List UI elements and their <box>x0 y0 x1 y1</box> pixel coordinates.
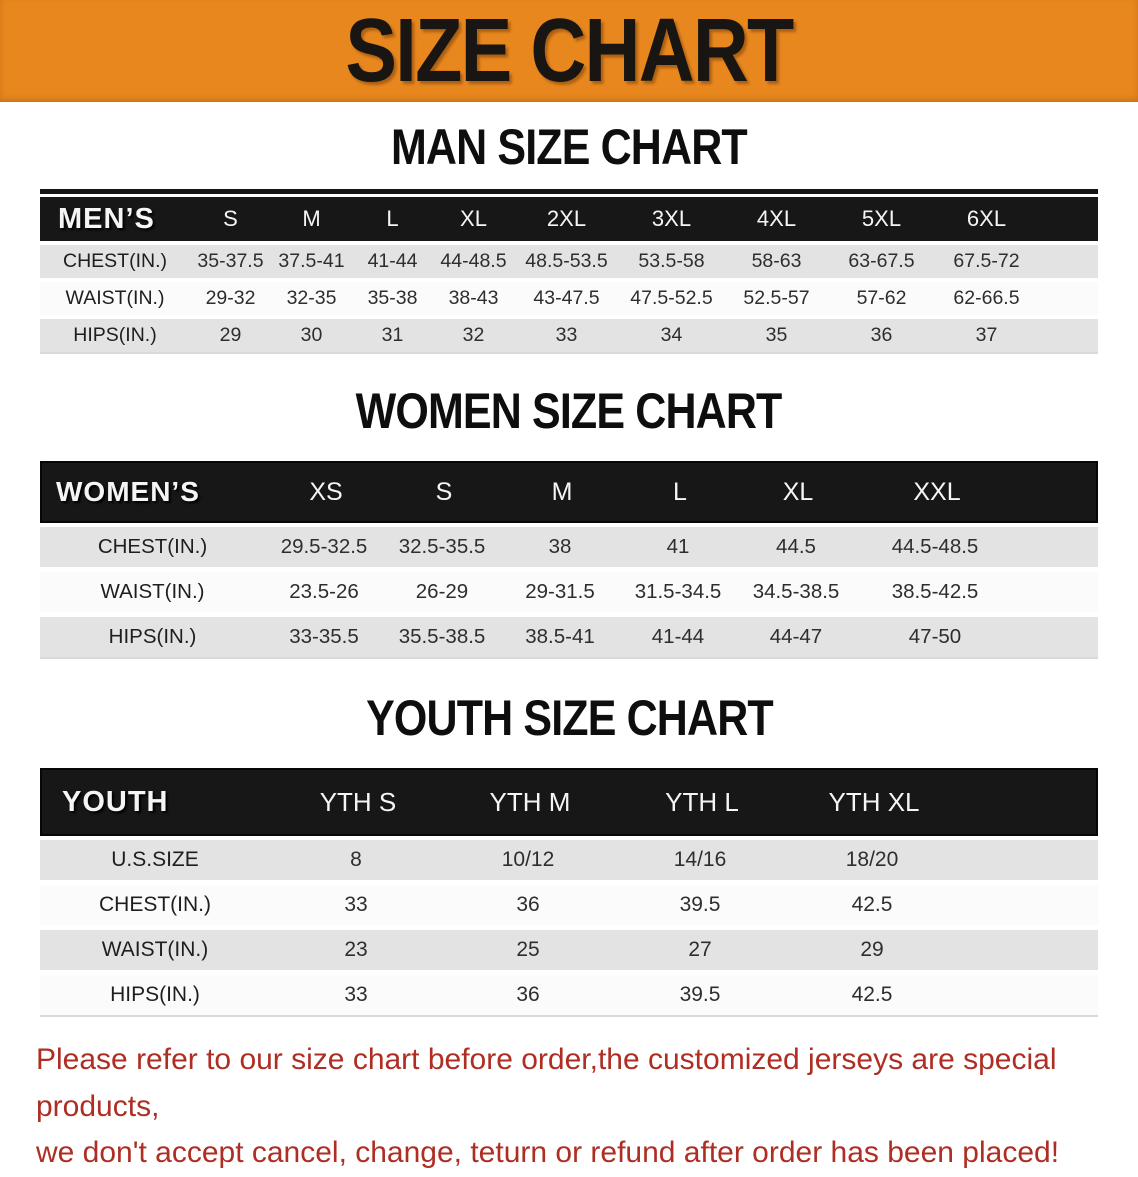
table-cell: 30 <box>300 324 323 346</box>
womens-size-table <box>40 461 1098 659</box>
table-cell: 33 <box>344 893 368 916</box>
table-row <box>40 885 1098 925</box>
column-header: XL <box>460 206 487 231</box>
table-cell: 47.5-52.5 <box>630 287 713 309</box>
table-cell: 37 <box>975 324 998 346</box>
disclaimer <box>0 1037 1138 1177</box>
disclaimer-line-1: Please refer to our size chart before order,the customized jerseys are special products, <box>36 1043 1057 1123</box>
column-header: 4XL <box>756 206 797 231</box>
women-section-heading <box>0 384 1138 439</box>
table-corner-label: WOMEN’S <box>56 476 200 507</box>
row-label: HIPS(IN.) <box>110 983 200 1006</box>
table-cell: 29-32 <box>205 287 256 309</box>
table-cell: 53.5-58 <box>638 250 705 272</box>
table-cell: 29-31.5 <box>525 580 595 603</box>
man-section-heading-text: MAN SIZE CHART <box>391 119 747 175</box>
table-cell: 29.5-32.5 <box>280 535 368 558</box>
table-cell: 34.5-38.5 <box>752 580 840 603</box>
table-cell: 58-63 <box>751 250 802 272</box>
table-cell: 33 <box>555 324 578 346</box>
table-cell: 32.5-35.5 <box>398 535 486 558</box>
table-cell: 44.5 <box>776 535 816 558</box>
column-header: M <box>302 206 321 231</box>
column-header: 6XL <box>966 206 1007 231</box>
banner <box>0 0 1138 102</box>
table-header-row <box>40 197 1098 241</box>
table-corner-label: MEN’S <box>58 202 155 235</box>
table-cell: 8 <box>350 848 362 871</box>
table-cell: 33 <box>344 983 368 1006</box>
table-corner-label: YOUTH <box>62 785 169 818</box>
table-header-row <box>40 461 1098 523</box>
banner-title: SIZE CHART <box>345 1 793 101</box>
column-header: XXL <box>913 477 961 506</box>
column-header: 3XL <box>651 206 692 231</box>
table-row <box>40 319 1098 354</box>
youth-size-section <box>0 691 1138 1017</box>
youth-section-heading-text: YOUTH SIZE CHART <box>365 690 773 746</box>
table-cell: 38.5-42.5 <box>891 580 979 603</box>
table-cell: 23 <box>344 938 368 961</box>
table-row <box>40 975 1098 1017</box>
column-header: 5XL <box>861 206 902 231</box>
man-section-heading <box>0 120 1138 175</box>
table-cell: 47-50 <box>908 625 962 648</box>
table-cell: 31 <box>381 324 404 346</box>
table-cell: 57-62 <box>856 287 907 309</box>
table-cell: 42.5 <box>851 983 893 1006</box>
column-header: S <box>223 206 238 231</box>
table-cell: 48.5-53.5 <box>525 250 608 272</box>
column-header: YTH S <box>319 786 397 817</box>
table-cell: 29 <box>860 938 884 961</box>
row-label: WAIST(IN.) <box>65 287 165 309</box>
women-section-heading-text: WOMEN SIZE CHART <box>356 383 782 439</box>
table-cell: 43-47.5 <box>533 287 600 309</box>
table-cell: 23.5-26 <box>289 580 359 603</box>
column-header: YTH L <box>665 786 739 817</box>
row-label: CHEST(IN.) <box>97 535 208 558</box>
table-cell: 32-35 <box>286 287 337 309</box>
table-header-row <box>40 768 1098 836</box>
row-label: CHEST(IN.) <box>63 250 167 272</box>
column-header: YTH M <box>489 786 571 817</box>
table-cell: 36 <box>516 983 540 1006</box>
table-cell: 63-67.5 <box>848 250 915 272</box>
table-cell: 39.5 <box>679 893 721 916</box>
table-row <box>40 527 1098 567</box>
table-cell: 25 <box>516 938 540 961</box>
table-row <box>40 572 1098 612</box>
table-cell: 26-29 <box>415 580 469 603</box>
table-cell: 32 <box>462 324 485 346</box>
mens-table-top-border <box>40 189 1098 194</box>
column-header: XS <box>309 477 343 506</box>
column-header: YTH XL <box>828 786 920 817</box>
mens-size-table <box>40 197 1098 354</box>
table-row <box>40 617 1098 659</box>
table-row <box>40 245 1098 278</box>
table-cell: 42.5 <box>851 893 893 916</box>
table-cell: 35-37.5 <box>197 250 264 272</box>
table-cell: 44-47 <box>769 625 823 648</box>
table-cell: 36 <box>516 893 540 916</box>
table-cell: 10/12 <box>501 848 555 871</box>
row-label: CHEST(IN.) <box>99 893 211 916</box>
table-cell: 67.5-72 <box>953 250 1020 272</box>
column-header: L <box>386 206 399 231</box>
row-label: WAIST(IN.) <box>101 938 209 961</box>
table-cell: 33-35.5 <box>289 625 359 648</box>
column-header: M <box>551 477 573 506</box>
table-cell: 27 <box>688 938 712 961</box>
table-cell: 62-66.5 <box>953 287 1020 309</box>
youth-section-heading <box>0 691 1138 746</box>
row-label: WAIST(IN.) <box>100 580 205 603</box>
disclaimer-line-2: we don't accept cancel, change, teturn or refund after order has been placed! <box>36 1136 1060 1169</box>
column-header: 2XL <box>546 206 587 231</box>
table-cell: 31.5-34.5 <box>634 580 722 603</box>
table-cell: 18/20 <box>845 848 899 871</box>
row-label: HIPS(IN.) <box>108 625 197 648</box>
table-row <box>40 282 1098 315</box>
table-cell: 34 <box>660 324 683 346</box>
table-cell: 41-44 <box>651 625 705 648</box>
table-cell: 41-44 <box>367 250 418 272</box>
table-cell: 38-43 <box>448 287 499 309</box>
table-cell: 39.5 <box>679 983 721 1006</box>
table-cell: 35-38 <box>367 287 418 309</box>
table-cell: 38.5-41 <box>525 625 595 648</box>
table-cell: 29 <box>219 324 242 346</box>
table-cell: 14/16 <box>673 848 727 871</box>
table-cell: 37.5-41 <box>278 250 345 272</box>
table-cell: 44.5-48.5 <box>891 535 979 558</box>
table-cell: 36 <box>870 324 893 346</box>
row-label: HIPS(IN.) <box>73 324 157 346</box>
table-row <box>40 840 1098 880</box>
table-row <box>40 930 1098 970</box>
youth-size-table <box>40 768 1098 1017</box>
row-label: U.S.SIZE <box>111 848 199 871</box>
table-cell: 35 <box>765 324 788 346</box>
man-size-section <box>0 120 1138 354</box>
column-header: XL <box>782 477 814 506</box>
table-cell: 44-48.5 <box>440 250 507 272</box>
table-cell: 41 <box>666 535 690 558</box>
women-size-section <box>0 384 1138 659</box>
column-header: L <box>673 477 687 506</box>
table-cell: 38 <box>548 535 572 558</box>
table-cell: 35.5-38.5 <box>398 625 486 648</box>
column-header: S <box>435 477 453 506</box>
table-cell: 52.5-57 <box>743 287 810 309</box>
